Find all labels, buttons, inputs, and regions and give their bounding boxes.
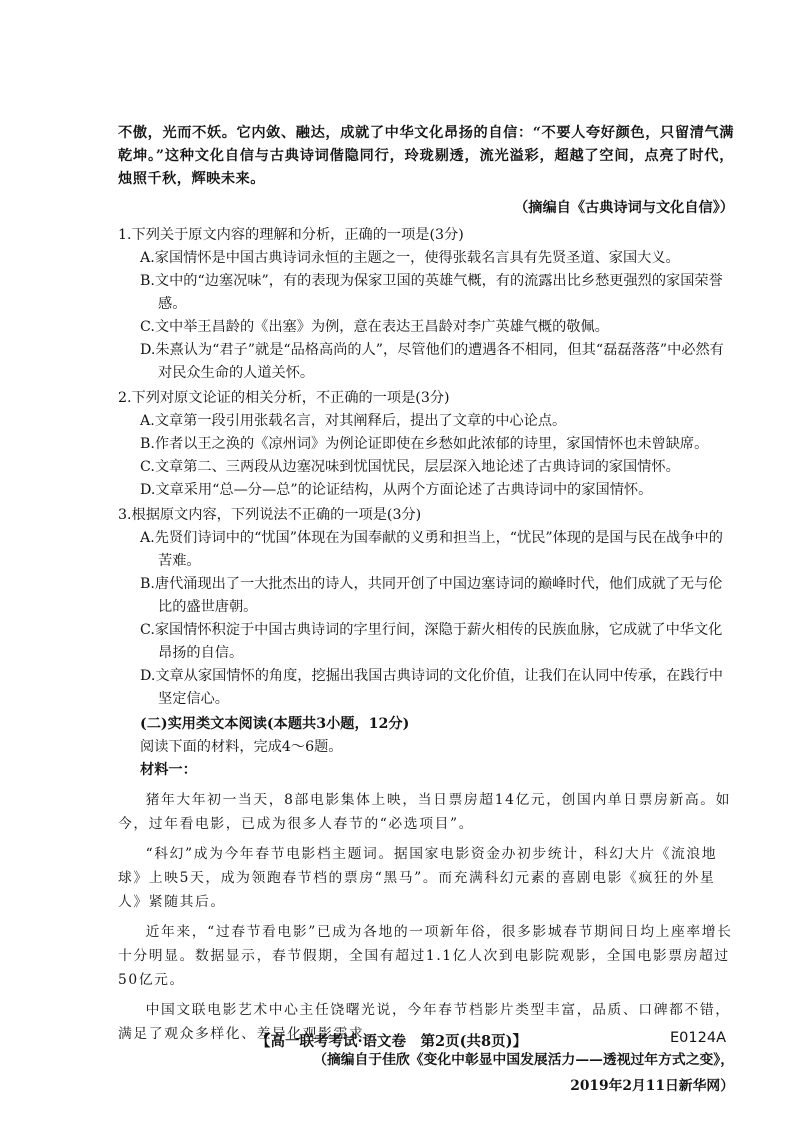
option-d: D.朱熹认为“君子”就是“品格高尚的人”，尽管他们的遭遇各不相同，但其“磊磊落落”中必然有对民众生命的人道关怀。 [140, 342, 724, 381]
question-stem: 2.下列对原文论证的相关分析，不正确的一项是(3分) [118, 390, 450, 406]
footer-code: E0124A [670, 1030, 726, 1046]
material-paragraph: 近年来，“过春节看电影”已成为各地的一项新年俗，很多影城春节期间日均上座率增长十分明显。数据显示，春节假期，全国有超过1.1亿人次到电影院观影，全国电影票房超过50亿元。 [118, 924, 733, 988]
question-2 [118, 387, 734, 502]
option-a: A.文章第一段引用张载名言，对其阐释后，提出了文章的中心论点。 [140, 413, 567, 429]
intro-source: （摘编自《古典诗词与文化自信》） [514, 200, 734, 216]
option-c: C.文章第二、三两段从边塞况味到忧国忧民，层层深入地论述了古典诗词的家国情怀。 [140, 459, 680, 475]
option-b: B.作者以王之涣的《凉州词》为例论证即使在乡愁如此浓郁的诗里，家国情怀也未曾缺席。 [140, 436, 709, 452]
option-c: C.文中举王昌龄的《出塞》为例，意在表达王昌龄对李广英雄气概的敬佩。 [140, 319, 609, 335]
intro-paragraph: 不傲，光而不妖。它内敛、融达，成就了中华文化昂扬的自信：“不要人夸好颜色，只留清气满乾坤。”这种文化自信与古典诗词偕隐同行，玲珑剔透，流光溢彩，超越了空间，点亮了时代，烛照千秋，辉映未来。 [118, 125, 734, 187]
option-d: D.文章采用“总—分—总”的论证结构，从两个方面论述了古典诗词中的家国情怀。 [140, 482, 653, 498]
option-a: A.先贤们诗词中的“忧国”体现在为国奉献的义勇和担当上，“忧民”体现的是国与民在战争中的苦难。 [140, 530, 723, 569]
footer-title: 【高一联考考试·语文卷 第2页(共8页)】 [256, 1033, 527, 1050]
option-d: D.文章从家国情怀的角度，挖掘出我国古典诗词的文化价值，让我们在认同中传承，在践行中坚定信心。 [140, 668, 723, 707]
material-source-line1: （摘编自于佳欣《变化中彰显中国发展活力——透视过年方式之变》， [313, 1052, 734, 1068]
question-stem: 3.根据原文内容，下列说法不正确的一项是(3分) [118, 507, 422, 523]
material-paragraph: 猪年大年初一当天，8部电影集体上映，当日票房超14亿元，创国内单日票房新高。如今，过年看电影，已成为很多人春节的“必选项目”。 [118, 792, 732, 832]
material-label: 材料一： [140, 762, 197, 778]
material-source-line2: 2019年2月11日新华网） [570, 1078, 734, 1094]
question-1 [118, 224, 734, 385]
material-paragraph: 中国文联电影艺术中心主任饶曙光说，今年春节档影片类型丰富，品质、口碑都不错，满足了观众多样化、差异化观影需求。 [118, 1002, 731, 1042]
option-b: B.唐代涌现出了一大批杰出的诗人，共同开创了中国边塞诗词的巅峰时代，他们成就了无与伦比的盛世唐朝。 [140, 576, 723, 615]
question-stem: 1.下列关于原文内容的理解和分析，正确的一项是(3分) [118, 227, 464, 243]
section-heading: (二)实用类文本阅读(本题共3小题，12分) [140, 716, 410, 732]
option-c: C.家国情怀积淀于中国古典诗词的字里行间，深隐于薪火相传的民族血脉，它成就了中华文化昂扬的自信。 [140, 622, 723, 661]
option-a: A.家国情怀是中国古典诗词永恒的主题之一，使得张载名言具有先贤圣道、家国大义。 [140, 250, 680, 266]
material-paragraph: “科幻”成为今年春节电影档主题词。据国家电影资金办初步统计，科幻大片《流浪地球》上映5天，成为领跑春节档的票房“黑马”。而充满科幻元素的喜剧电影《疯狂的外星人》紧随其后。 [118, 846, 718, 910]
section-instruction: 阅读下面的材料，完成4～6题。 [140, 739, 343, 755]
option-b: B.文中的“边塞况味”，有的表现为保家卫国的英雄气概，有的流露出比乡愁更强烈的家国荣誉感。 [140, 273, 723, 312]
question-3 [118, 504, 734, 711]
